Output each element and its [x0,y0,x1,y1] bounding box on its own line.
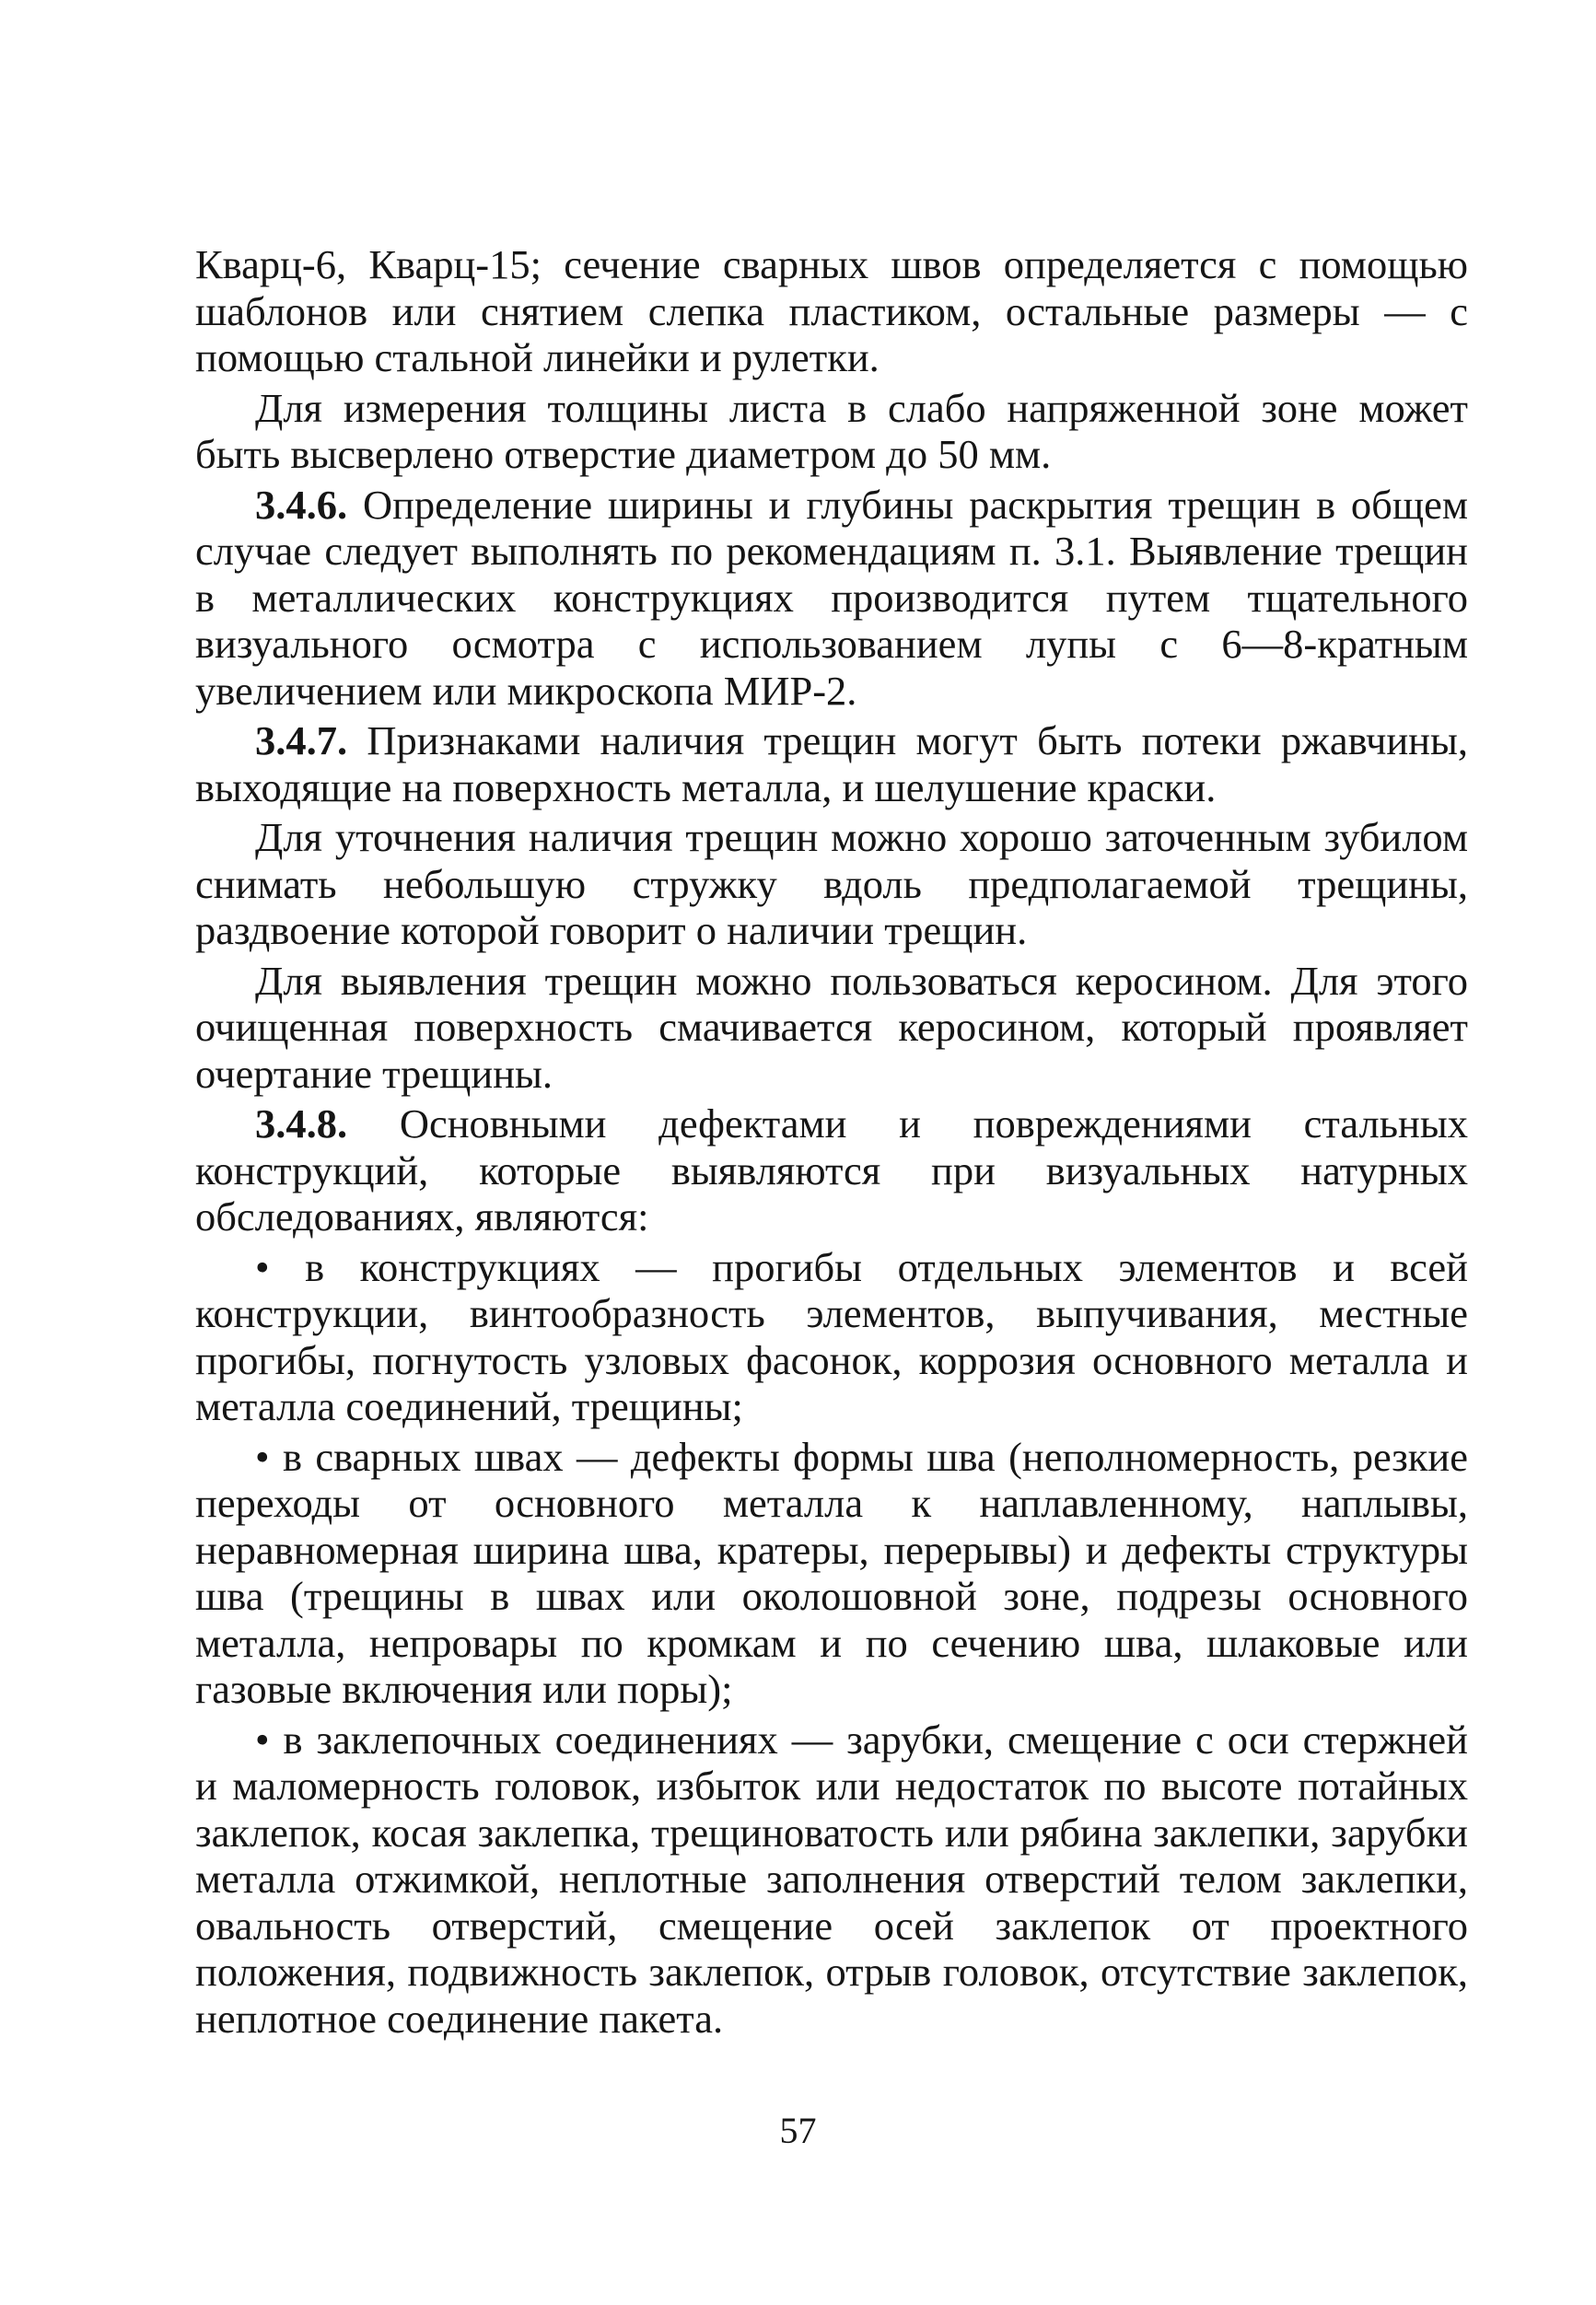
bullet-text: • в конструкциях — прогибы отдельных элементов и всей конструкции, винтообразность элементов, выпучивания, местные прогибы, погнутость узловых фасонок, коррозия основного металла и металла соединений, трещины; [195,1243,1468,1429]
paragraph-3-4-8 [195,1100,1468,1240]
body-text [195,241,1468,2042]
bullet-item [195,1244,1468,1430]
paragraph-text: Основными дефектами и повреждениями стальных конструкций, которые выявляются при визуальных натурных обследованиях, являются: [195,1100,1468,1240]
paragraph [195,385,1468,478]
paragraph-text: Признаками наличия трещин могут быть потеки ржавчины, выходящие на поверхность металла, и шелушение краски. [195,717,1468,810]
page-body [195,241,1468,2042]
paragraph-text: Определение ширины и глубины раскрытия трещин в общем случае следует выполнять по рекомендациям п. 3.1. Выявление трещин в металлических конструкциях производится путем тщательного визуального осмотра с использованием лупы с 6—8-кратным увеличением или микроскопа МИР-2. [195,481,1469,714]
paragraph-text: Кварц-6, Кварц-15; сечение сварных швов определяется с помощью шаблонов или снятием слепка пластиком, остальные размеры — с помощью стальной линейки и рулетки. [195,241,1468,380]
paragraph-3-4-7 [195,717,1468,810]
section-number: 3.4.8. [255,1100,348,1147]
paragraph-text: Для выявления трещин можно пользоваться керосином. Для этого очищенная поверхность смачивается керосином, который проявляет очертание трещины. [195,957,1468,1097]
bullet-text: • в заклепочных соединениях — зарубки, смещение с оси стержней и маломерность головок, избыток или недостаток по высоте потайных заклепок, косая заклепка, трещиноватость или рябина заклепки, зарубки металла отжимкой, неплотные заполнения отверстий телом заклепки, овальность отверстий, смещение осей заклепок от проектного положения, подвижность заклепок, отрыв головок, отсутствие заклепок, неплотное соединение пакета. [195,1716,1468,2042]
bullet-text: • в сварных швах — дефекты формы шва (неполномерность, резкие переходы от основного металла к наплавленному, наплывы, неравномерная ширина шва, кратеры, перерывы) и дефекты структуры шва (трещины в швах или околошовной зоне, подрезы основного металла, непровары по кромкам и по сечению шва, шлаковые или газовые включения или поры); [195,1433,1468,1712]
paragraph-continuation [195,241,1468,381]
section-number: 3.4.7. [255,717,348,763]
bullet-item [195,1434,1468,1713]
section-number: 3.4.6. [255,481,348,528]
paragraph-text: Для измерения толщины листа в слабо напряженной зоне может быть высверлено отверстие диаметром до 50 мм. [195,384,1468,477]
paragraph-text: Для уточнения наличия трещин можно хорошо заточенным зубилом снимать небольшую стружку вдоль предполагаемой трещины, раздвоение которой говорит о наличии трещин. [195,814,1468,953]
paragraph-3-4-6 [195,482,1468,715]
page-number: 57 [779,2110,817,2151]
paragraph [195,958,1468,1098]
paragraph [195,814,1468,954]
bullet-item [195,1717,1468,2043]
